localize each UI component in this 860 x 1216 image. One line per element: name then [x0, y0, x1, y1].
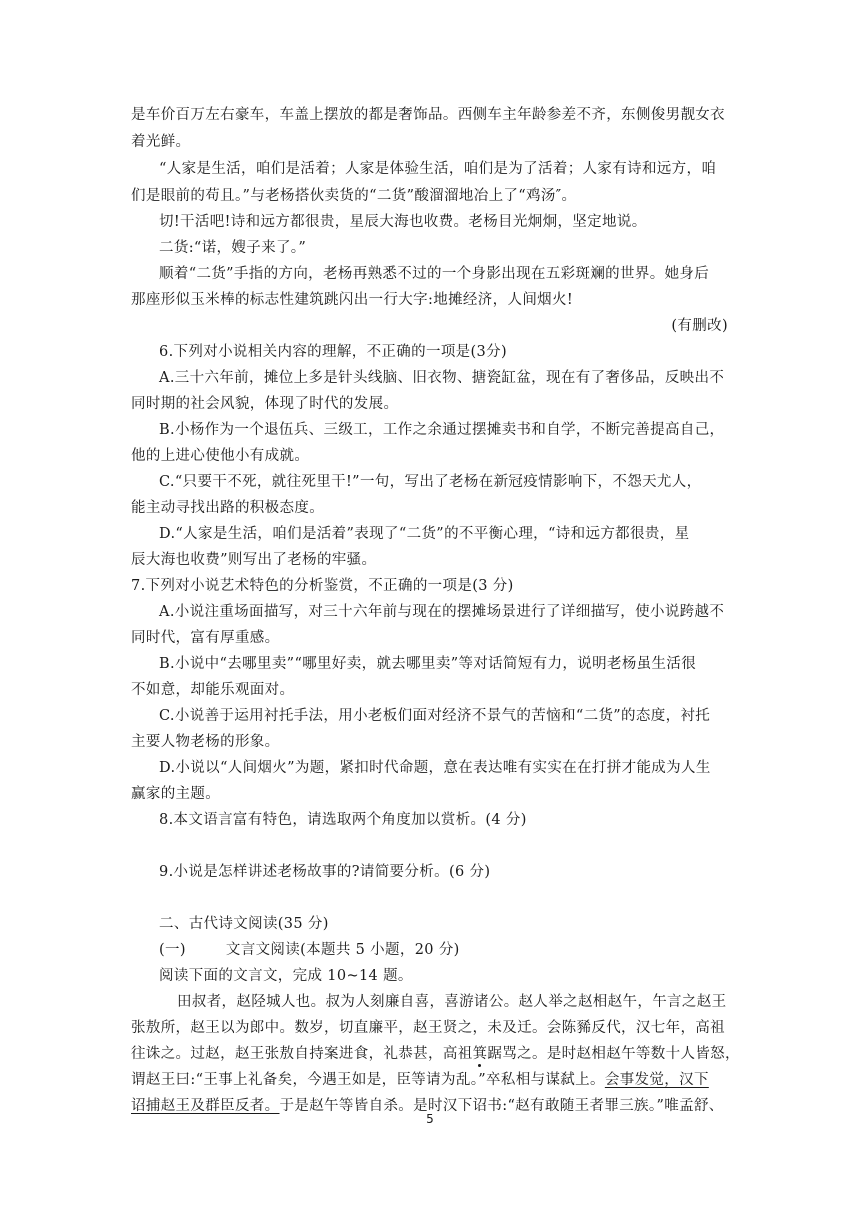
q7-option-d: 赢家的主题。 — [131, 786, 221, 802]
passage-line: 顺着“二货”手指的方向，老杨再熟悉不过的一个身影出现在五彩斑斓的世界。她身后 — [159, 266, 710, 282]
underlined-sentence: 诏捕赵王及群臣反者。 — [131, 1098, 280, 1114]
subsection-heading — [159, 941, 759, 959]
passage-line: 着光鲜。 — [131, 134, 191, 150]
q6-option-c: C.“只要干不死，就往死里干!”一句，写出了老杨在新冠疫情影响下，不怨天尤人， — [159, 474, 702, 490]
instruction: 阅读下面的文言文，完成 10~14 题。 — [159, 968, 413, 984]
emphasis-dot-char: 箕 — [472, 1046, 488, 1062]
question-8: 8.本文语言富有特色，请选取两个角度加以赏析。(4 分) — [159, 812, 527, 828]
q7-option-a: 同时代，富有厚重感。 — [131, 630, 280, 646]
question-6-stem: 6.下列对小说相关内容的理解，不正确的一项是(3分) — [159, 344, 507, 360]
classical-text-line — [131, 1071, 731, 1089]
underlined-sentence: 会事发觉，汉下 — [604, 1072, 709, 1088]
passage-line: 是车价百万左右豪车，车盖上摆放的都是奢饰品。西侧车主年龄参差不齐，东侧俊男靓女衣 — [131, 107, 725, 123]
q6-option-a: 同时期的社会风貌，体现了时代的发展。 — [131, 396, 399, 412]
passage-line: 切!干活吧!诗和远方都很贵，星辰大海也收费。老杨目光炯炯，坚定地说。 — [159, 214, 647, 230]
section-title: 二、古代诗文阅读(35 分) — [159, 916, 329, 932]
q7-option-d: D.小说以“人间烟火”为题，紧扣时代命题，意在表达唯有实实在在打拼才能成为人生 — [159, 760, 711, 776]
q7-option-c: C.小说善于运用衬托手法，用小老板们面对经济不景气的苦恼和“二货”的态度，衬托 — [159, 708, 711, 724]
subsection-title: 文言文阅读(本题共 5 小题，20 分) — [225, 942, 460, 958]
q6-option-d: 辰大海也收费”则写出了老杨的牢骚。 — [131, 552, 377, 568]
classical-text-line: 田叔者，赵陉城人也。叔为人刻廉自喜，喜游诸公。赵人举之赵相赵午，午言之赵王 — [177, 994, 727, 1010]
q6-option-b: 他的上进心使他小有成就。 — [131, 448, 310, 464]
text-run: 于是赵午等皆自杀。是时汉下诏书:“赵有敢随王者罪三族。”唯孟舒、 — [279, 1098, 724, 1114]
passage-line: “人家是生活，咱们是活着；人家是体验生活，咱们是为了活着；人家有诗和远方，咱 — [159, 161, 717, 177]
subsection-number: (一) — [159, 942, 186, 958]
q7-option-c: 主要人物老杨的形象。 — [131, 734, 280, 750]
q6-option-a: A.三十六年前，摊位上多是针头线脑、旧衣物、搪瓷缸盆，现在有了奢侈品，反映出不 — [159, 370, 725, 386]
q6-option-c: 能主动寻找出路的积极态度。 — [131, 500, 325, 516]
q6-option-d: D.“人家是生活，咱们是活着”表现了“二货”的不平衡心理，“诗和远方都很贵，星 — [159, 526, 690, 542]
classical-text-line: 张敖所，赵王以为郎中。数岁，切直廉平，赵王贤之，未及迁。会陈豨反代，汉七年，高祖 — [131, 1020, 725, 1036]
text-run: 往诛之。过赵，赵王张敖自持案进食，礼恭甚，高祖 — [131, 1046, 473, 1062]
question-9: 9.小说是怎样讲述老杨故事的?请简要分析。(6 分) — [159, 864, 491, 880]
text-run: 谓赵王曰:“王事上礼备矣，今遇王如是，臣等请为乱。”卒私相与谋弑上。 — [131, 1072, 605, 1088]
text-run: 踞骂之。是时赵相赵午等数十人皆怒， — [487, 1046, 740, 1062]
page-number: 5 — [426, 1112, 434, 1126]
passage-line: 那座形似玉米棒的标志性建筑跳闪出一行大字:地摊经济，人间烟火! — [131, 292, 574, 308]
q6-option-b: B.小杨作为一个退伍兵、三级工，工作之余通过摆摊卖书和自学，不断完善提高自己， — [159, 422, 725, 438]
source-note: (有删改) — [671, 318, 728, 334]
passage-line: 们是眼前的苟且。”与老杨搭伙卖货的“二货”酸溜溜地冶上了“鸡汤″。 — [131, 188, 577, 204]
classical-text-line — [131, 1045, 740, 1063]
passage-line: 二货:“诺，嫂子来了。” — [159, 240, 307, 256]
q7-option-b: 不如意，却能乐观面对。 — [131, 682, 295, 698]
q7-option-b: B.小说中“去哪里卖”“哪里好卖，就去哪里卖”等对话简短有力，说明老杨虽生活很 — [159, 656, 697, 672]
question-7-stem: 7.下列对小说艺术特色的分析鉴赏，不正确的一项是(3 分) — [131, 578, 514, 594]
q7-option-a: A.小说注重场面描写，对三十六年前与现在的摆摊场景进行了详细描写，使小说跨越不 — [159, 604, 725, 620]
